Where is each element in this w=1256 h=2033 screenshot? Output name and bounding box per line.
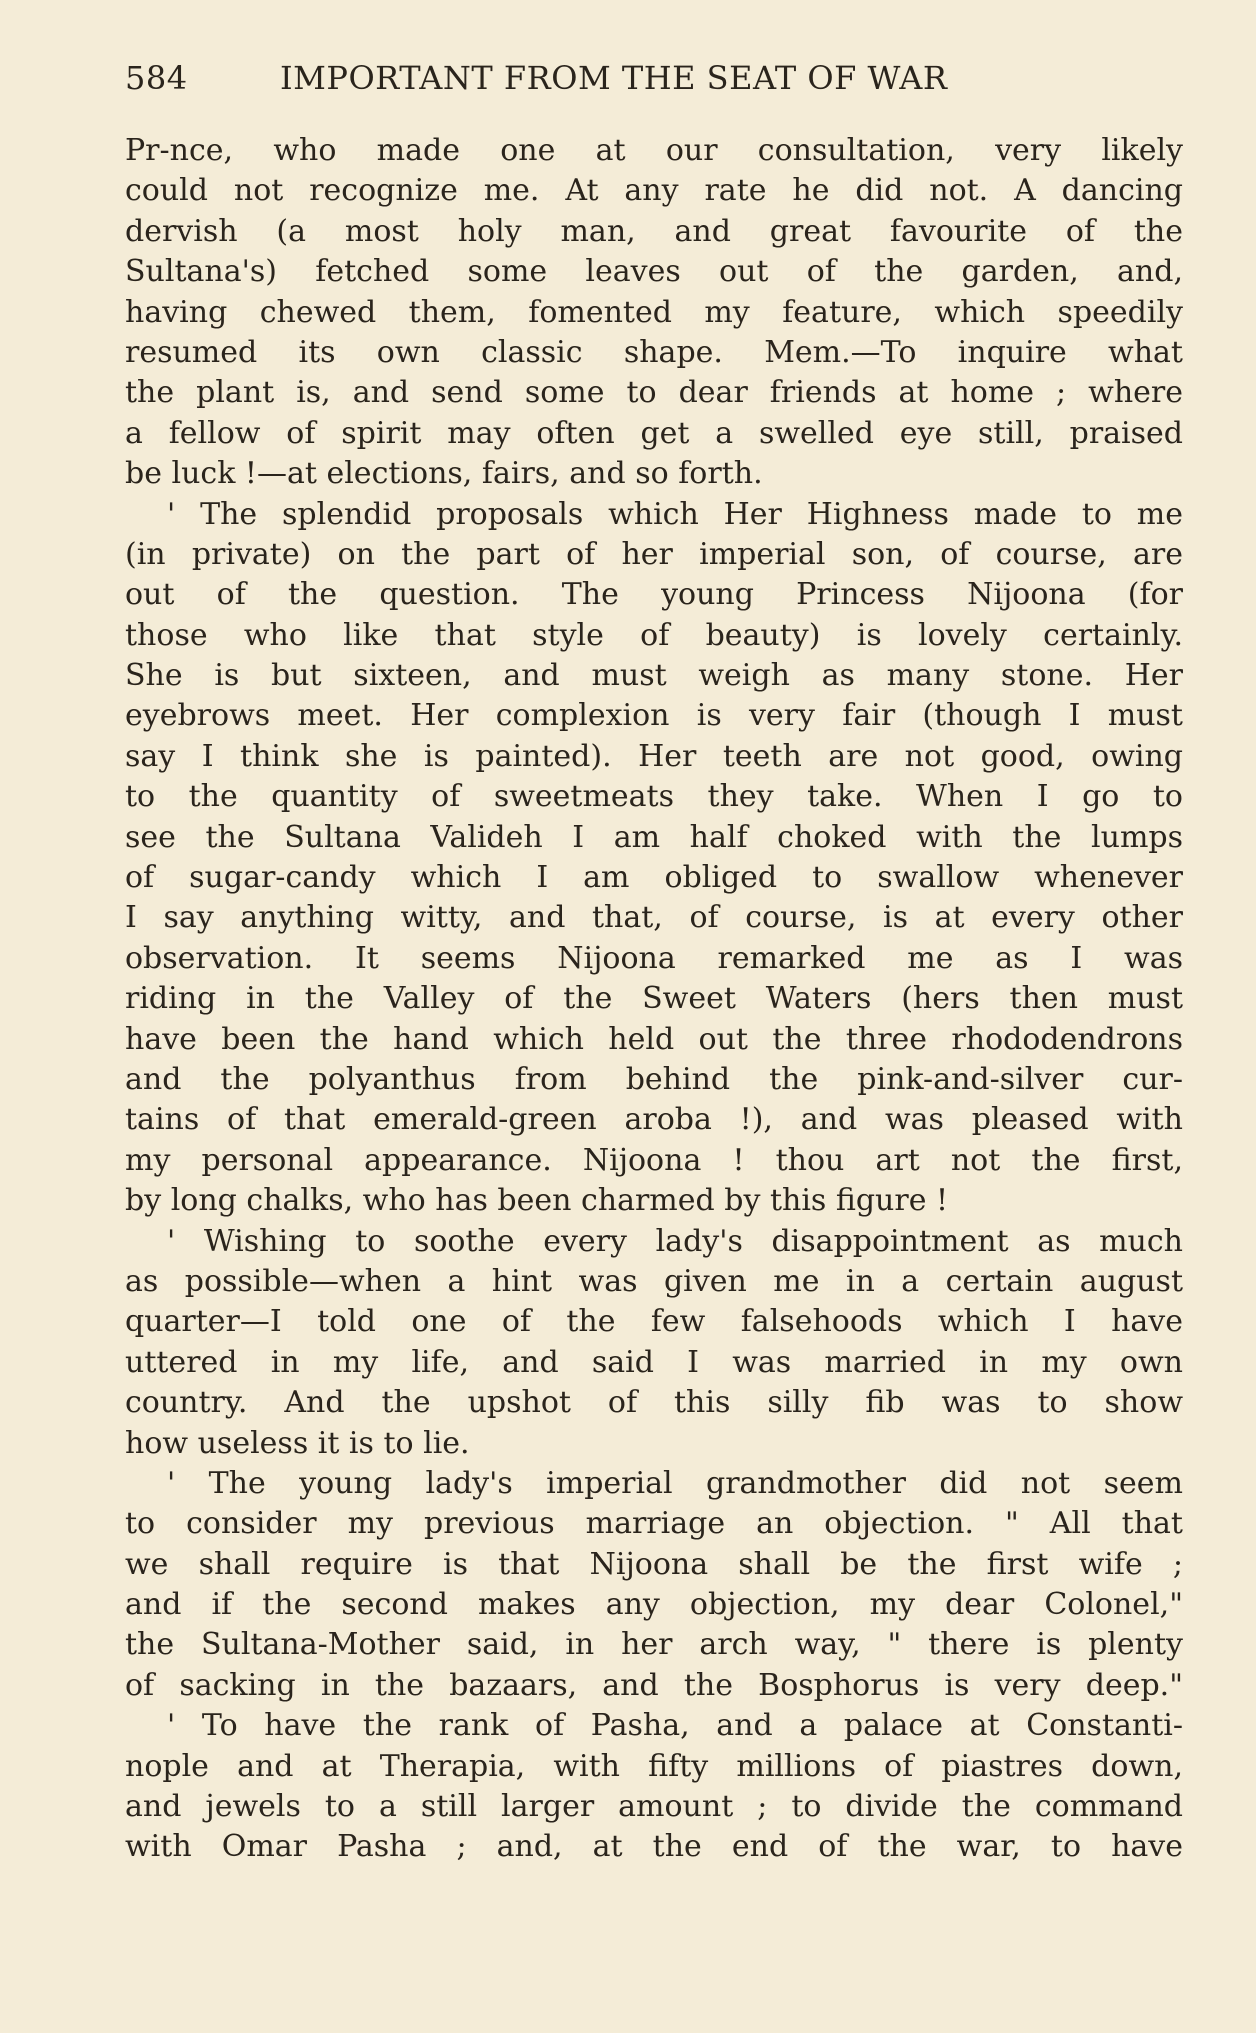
text-line: my personal appearance. Nijoona ! thou art not the first, bbox=[125, 1142, 1183, 1178]
text-line: see the Sultana Valideh I am half choked with the lumps bbox=[125, 819, 1183, 855]
text-line: and if the second makes any objection, my dear Colonel," bbox=[125, 1587, 1183, 1623]
text-line: eyebrows meet. Her complexion is very fair (though I must bbox=[125, 698, 1183, 734]
text-line: could not recognize me. At any rate he did not. A dancing bbox=[125, 173, 1183, 209]
text-line: Sultana's) fetched some leaves out of the garden, and, bbox=[125, 254, 1183, 290]
text-line: to the quantity of sweetmeats they take. When I go to bbox=[125, 779, 1183, 815]
text-line: ' The splendid proposals which Her Highness made to me bbox=[167, 496, 1183, 532]
running-title: IMPORTANT FROM THE SEAT OF WAR bbox=[280, 59, 948, 97]
text-line: have been the hand which held out the three rhododendrons bbox=[125, 1021, 1183, 1057]
text-line: a fellow of spirit may often get a swelled eye still, praised bbox=[125, 415, 1183, 451]
text-line: of sugar-candy which I am obliged to swallow whenever bbox=[125, 860, 1183, 896]
text-line: ' To have the rank of Pasha, and a palace at Constanti- bbox=[167, 1708, 1183, 1744]
text-line: as possible—when a hint was given me in a certain august bbox=[125, 1263, 1183, 1299]
text-line: resumed its own classic shape. Mem.—To inquire what bbox=[125, 334, 1183, 370]
text-line: tains of that emerald-green aroba !), and was pleased with bbox=[125, 1102, 1183, 1138]
text-line: and jewels to a still larger amount ; to divide the command bbox=[125, 1789, 1183, 1825]
text-line: I say anything witty, and that, of course, is at every other bbox=[125, 900, 1183, 936]
text-line: of sacking in the bazaars, and the Bosphorus is very deep." bbox=[125, 1667, 1183, 1703]
text-line: uttered in my life, and said I was married in my own bbox=[125, 1344, 1183, 1380]
text-line: (in private) on the part of her imperial son, of course, are bbox=[125, 536, 1183, 572]
text-line: observation. It seems Nijoona remarked me as I was bbox=[125, 940, 1183, 976]
text-line: say I think she is painted). Her teeth are not good, owing bbox=[125, 738, 1183, 774]
text-line: how useless it is to lie. bbox=[125, 1425, 470, 1461]
text-line: to consider my previous marriage an objection. " All that bbox=[125, 1506, 1183, 1542]
text-line: we shall require is that Nijoona shall be the first wife ; bbox=[125, 1546, 1183, 1582]
text-line: dervish (a most holy man, and great favourite of the bbox=[125, 213, 1183, 249]
text-line: having chewed them, fomented my feature, which speedily bbox=[125, 294, 1183, 330]
text-line: the plant is, and send some to dear friends at home ; where bbox=[125, 375, 1183, 411]
text-line: those who like that style of beauty) is lovely certainly. bbox=[125, 617, 1183, 653]
text-line: ' The young lady's imperial grandmother did not seem bbox=[167, 1465, 1183, 1501]
text-line: by long chalks, who has been charmed by this figure ! bbox=[125, 1183, 949, 1219]
text-line: quarter—I told one of the few falsehoods which I have bbox=[125, 1304, 1183, 1340]
text-line: be luck !—at elections, fairs, and so forth. bbox=[125, 456, 763, 492]
text-line: riding in the Valley of the Sweet Waters (hers then must bbox=[125, 981, 1183, 1017]
text-line: nople and at Therapia, with fifty millions of piastres down, bbox=[125, 1748, 1183, 1784]
text-line: out of the question. The young Princess Nijoona (for bbox=[125, 577, 1183, 613]
text-line: country. And the upshot of this silly fib was to show bbox=[125, 1385, 1183, 1421]
page-number: 584 bbox=[125, 59, 188, 97]
body-text bbox=[125, 131, 1183, 1868]
text-line: the Sultana-Mother said, in her arch way, " there is plenty bbox=[125, 1627, 1183, 1663]
text-line: with Omar Pasha ; and, at the end of the war, to have bbox=[125, 1829, 1183, 1865]
text-line: ' Wishing to soothe every lady's disappointment as much bbox=[167, 1223, 1183, 1259]
text-line: and the polyanthus from behind the pink-and-silver cur- bbox=[125, 1061, 1183, 1097]
text-line: She is but sixteen, and must weigh as many stone. Her bbox=[125, 658, 1183, 694]
running-header bbox=[125, 58, 1025, 98]
text-line: Pr-nce, who made one at our consultation, very likely bbox=[125, 133, 1183, 168]
